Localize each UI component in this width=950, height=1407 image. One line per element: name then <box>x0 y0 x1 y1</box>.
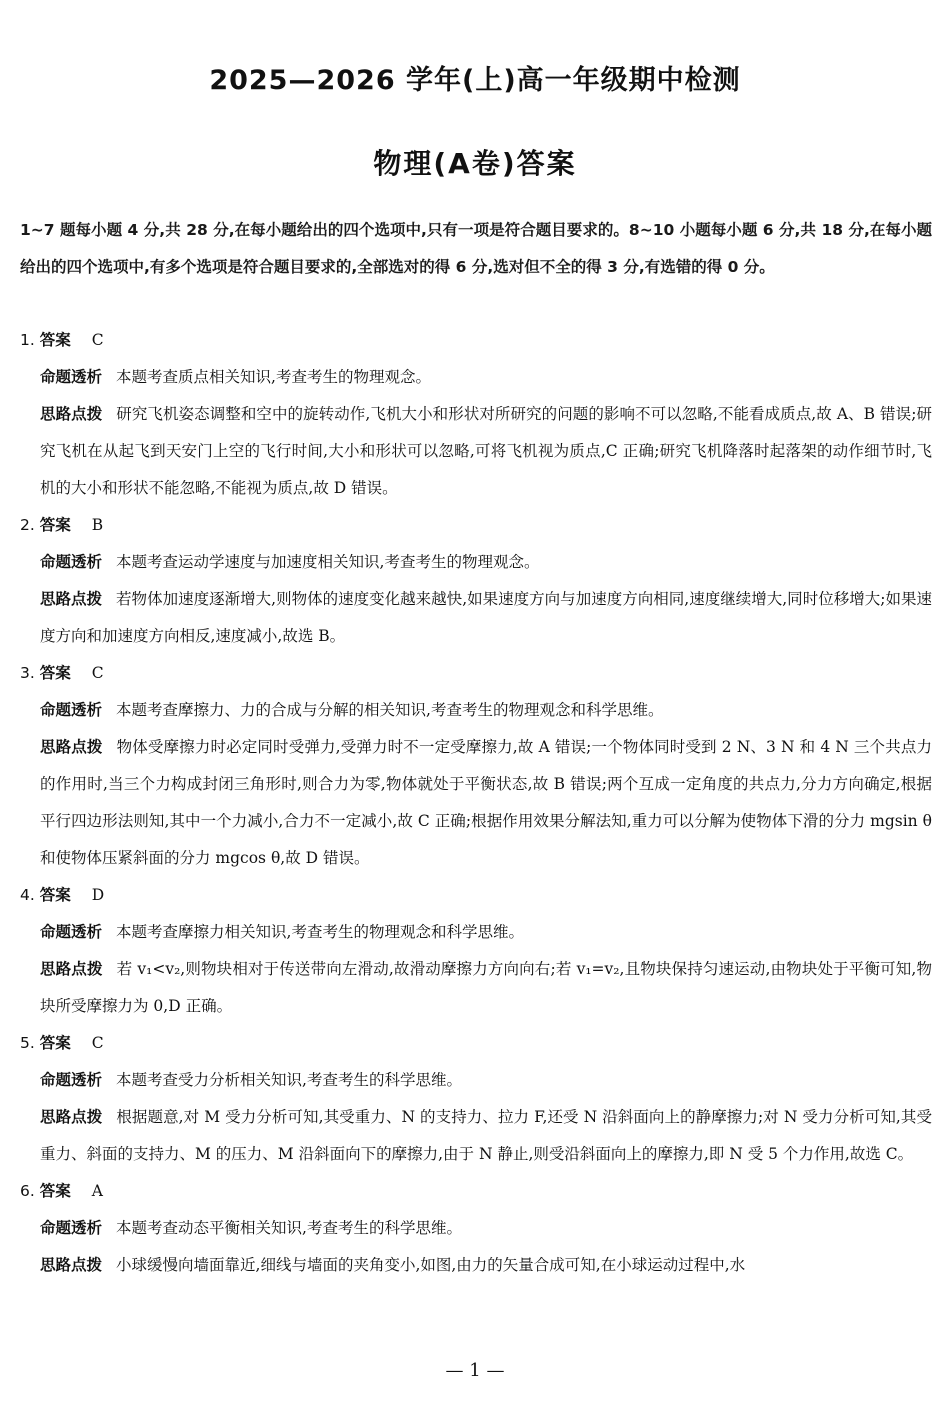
hint-text: 研究飞机姿态调整和空中的旋转动作,飞机大小和形状对所研究的问题的影响不可以忽略,不能看成质点,故 A、B 错误;研究飞机在从起飞到天安门上空的飞行时间,大小和形状可以忽略,可将飞机视为质点,C 正确;研究飞机降落时起落架的动作细节时,飞机的大小和形状不能忽略,不能视为质点,故 D 错误。 <box>40 405 932 497</box>
hint-label: 思路点拨 <box>40 960 103 978</box>
hint-row <box>20 396 932 507</box>
hint-row <box>20 951 932 1025</box>
intent-row <box>20 914 932 951</box>
intent-text: 本题考查受力分析相关知识,考查考生的科学思维。 <box>116 1071 462 1089</box>
answer-label: 答案 <box>39 331 71 349</box>
question-number: 2. <box>20 516 35 534</box>
answer-label: 答案 <box>39 1182 71 1200</box>
hint-label: 思路点拨 <box>40 405 103 423</box>
intent-text: 本题考查动态平衡相关知识,考查考生的科学思维。 <box>116 1219 462 1237</box>
answer-value: B <box>91 516 104 534</box>
answer-label: 答案 <box>39 516 71 534</box>
question-5 <box>20 1025 932 1173</box>
answer-label: 答案 <box>39 886 71 904</box>
hint-text: 若 v₁<v₂,则物块相对于传送带向左滑动,故滑动摩擦力方向向右;若 v₁=v₂,且物块保持匀速运动,由物块处于平衡可知,物块所受摩擦力为 0,D 正确。 <box>40 960 932 1015</box>
question-2 <box>20 507 932 655</box>
intent-row <box>20 1062 932 1099</box>
hint-text: 小球缓慢向墙面靠近,细线与墙面的夹角变小,如图,由力的矢量合成可知,在小球运动过程中,水 <box>116 1256 746 1274</box>
answer-value: C <box>91 1034 104 1052</box>
question-number: 4. <box>20 886 35 904</box>
intent-label: 命题透析 <box>40 923 103 941</box>
hint-label: 思路点拨 <box>40 738 103 756</box>
intent-label: 命题透析 <box>40 701 103 719</box>
hint-label: 思路点拨 <box>40 1256 103 1274</box>
hint-row <box>20 729 932 877</box>
intent-text: 本题考查摩擦力、力的合成与分解的相关知识,考查考生的物理观念和科学思维。 <box>116 701 664 719</box>
hint-label: 思路点拨 <box>40 590 103 608</box>
answer-value: D <box>91 886 105 904</box>
answer-line <box>20 1173 932 1210</box>
intent-label: 命题透析 <box>40 1071 103 1089</box>
question-3 <box>20 655 932 877</box>
exam-title: 2025—2026 学年(上)高一年级期中检测 <box>209 65 741 96</box>
answer-label: 答案 <box>39 664 71 682</box>
page-number: — 1 — <box>445 1360 505 1381</box>
question-1 <box>20 322 932 507</box>
hint-text: 若物体加速度逐渐增大,则物体的速度变化越来越快,如果速度方向与加速度方向相同,速度继续增大,同时位移增大;如果速度方向和加速度方向相反,速度减小,故选 B。 <box>40 590 932 645</box>
hint-text: 根据题意,对 M 受力分析可知,其受重力、N 的支持力、拉力 F,还受 N 沿斜面向上的静摩擦力;对 N 受力分析可知,其受重力、斜面的支持力、M 的压力、M 沿斜面向下的摩擦力,由于 N 静止,则受沿斜面向上的摩擦力,即 N 受 5 个力作用,故选 C。 <box>40 1108 932 1163</box>
intent-label: 命题透析 <box>40 553 103 571</box>
answer-line <box>20 322 932 359</box>
answer-label: 答案 <box>39 1034 71 1052</box>
answer-line <box>20 877 932 914</box>
answer-line <box>20 507 932 544</box>
question-number: 1. <box>20 331 35 349</box>
subject-title: 物理(A卷)答案 <box>373 147 577 180</box>
answer-line <box>20 1025 932 1062</box>
question-number: 6. <box>20 1182 35 1200</box>
intent-row <box>20 692 932 729</box>
intent-text: 本题考查摩擦力相关知识,考查考生的物理观念和科学思维。 <box>116 923 524 941</box>
intent-text: 本题考查质点相关知识,考查考生的物理观念。 <box>116 368 431 386</box>
hint-row <box>20 581 932 655</box>
hint-row <box>20 1099 932 1173</box>
intent-row <box>20 1210 932 1247</box>
question-4 <box>20 877 932 1025</box>
intent-row <box>20 359 932 396</box>
question-list <box>20 322 932 1284</box>
question-number: 3. <box>20 664 35 682</box>
question-number: 5. <box>20 1034 35 1052</box>
hint-row <box>20 1247 932 1284</box>
hint-label: 思路点拨 <box>40 1108 103 1126</box>
answer-value: C <box>91 331 104 349</box>
intent-label: 命题透析 <box>40 368 103 386</box>
scoring-instructions: 1~7 题每小题 4 分,共 28 分,在每小题给出的四个选项中,只有一项是符合题目要求的。8~10 小题每小题 6 分,共 18 分,在每小题给出的四个选项中,有多个选项是符合题目要求的,全部选对的得 6 分,选对但不全的得 3 分,有选错的得 0 分。 <box>20 221 932 276</box>
intent-label: 命题透析 <box>40 1219 103 1237</box>
intent-text: 本题考查运动学速度与加速度相关知识,考查考生的物理观念。 <box>116 553 540 571</box>
question-6 <box>20 1173 932 1284</box>
answer-line <box>20 655 932 692</box>
hint-text: 物体受摩擦力时必定同时受弹力,受弹力时不一定受摩擦力,故 A 错误;一个物体同时受到 2 N、3 N 和 4 N 三个共点力的作用时,当三个力构成封闭三角形时,则合力为零,物体就处于平衡状态,故 B 错误;两个互成一定角度的共点力,分力方向确定,根据平行四边形法则知,其中一个力减小,合力不一定减小,故 C 正确;根据作用效果分解法知,重力可以分解为使物体下滑的分力 mgsin θ 和使物体压紧斜面的分力 mgcos θ,故 D 错误。 <box>40 738 932 867</box>
answer-value: A <box>91 1182 103 1200</box>
intent-row <box>20 544 932 581</box>
answer-value: C <box>91 664 104 682</box>
